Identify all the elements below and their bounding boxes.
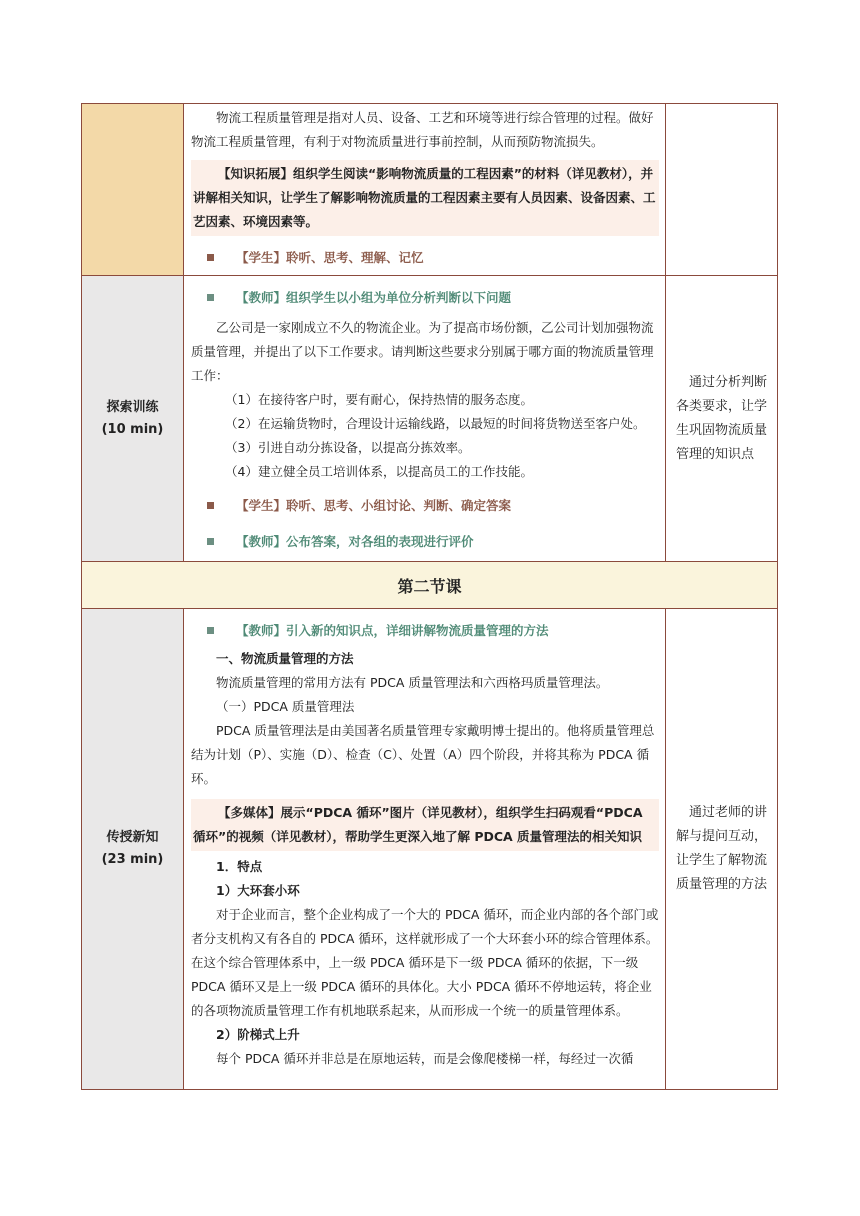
note-cell (666, 609, 777, 1089)
list-item: （3）引进自动分拣设备，以提高分拣效率。 (225, 440, 471, 455)
square-bullet-icon (207, 502, 214, 509)
square-bullet-icon (207, 254, 214, 261)
student-activity-text: 【学生】聆听、思考、小组讨论、判断、确定答案 (236, 498, 512, 513)
note-cell (666, 104, 777, 275)
paragraph: 物流工程质量管理是指对人员、设备、工艺和环境等进行综合管理的过程。做好物流工程质量管理，有利于对物流质量进行事前控制，从而预防物流损失。 (191, 110, 654, 149)
teacher-activity (191, 276, 659, 316)
heading-3: 1．特点 (216, 859, 263, 874)
content-cell (184, 609, 666, 1089)
paragraph: PDCA 质量管理法是由美国著名质量管理专家戴明博士提出的。他将质量管理总结为计划（P）、实施（D）、检查（C）、处置（A）四个阶段，并将其称为 PDCA 循环。 (191, 723, 655, 786)
teacher-activity-text: 【教师】组织学生以小组为单位分析判断以下问题 (236, 290, 512, 305)
requirement-list (191, 388, 659, 484)
list-item: （1）在接待客户时，要有耐心，保持热情的服务态度。 (225, 392, 533, 407)
section-label: 探索训练 (106, 399, 159, 415)
row-label-cell (82, 276, 184, 561)
list-item: （4）建立健全员工培训体系，以提高员工的工作技能。 (225, 464, 533, 479)
paragraph: 每个 PDCA 循环并非总是在原地运转，而是会像爬楼梯一样，每经过一次循 (216, 1051, 634, 1066)
paragraph: 对于企业而言，整个企业构成了一个大的 PDCA 循环，而企业内部的各个部门或者分支机构又有各自的 PDCA 循环，这样就形成了一个大环套小环的综合管理体系。在这个综合管理体系中，上一级 PDCA 循环是下一级 PDCA 循环的依据，下一级 PDCA 循环又是上一级 PDCA 循环的具体化。大小 PDCA 循环不停地运转，将企业的各项物流质量管理工作有机地联系起来，从而形成一个统一的质量管理体系。 (191, 907, 659, 1018)
list-item: （2）在运输货物时，合理设计运输线路，以最短的时间将货物送至客户处。 (225, 416, 646, 431)
note-cell (666, 276, 777, 561)
content-cell (184, 104, 666, 275)
content-cell (184, 276, 666, 561)
paragraph: 物流质量管理的常用方法有 PDCA 质量管理法和六西格玛质量管理法。 (216, 675, 609, 690)
teacher-activity-text: 【教师】公布答案，对各组的表现进行评价 (236, 534, 474, 549)
teacher-activity (191, 609, 659, 647)
row-label-cell (82, 104, 184, 275)
square-bullet-icon (207, 627, 214, 634)
row-label-cell (82, 609, 184, 1089)
design-note: 通过分析判断各类要求，让学生巩固物流质量管理的知识点 (676, 374, 768, 462)
section-label: 传授新知 (106, 830, 159, 845)
multimedia-activity: 【多媒体】展示“PDCA 循环”图片（详见教材），组织学生扫码观看“PDCA 循环”的视频（详见教材），帮助学生更深入地了解 PDCA 质量管理法的相关知识 (191, 799, 659, 851)
section-time: (23 min) (101, 852, 164, 867)
heading-1: 一、物流质量管理的方法 (216, 651, 354, 666)
student-activity (191, 240, 659, 276)
section-time: (10 min) (101, 421, 164, 437)
knowledge-extension: 【知识拓展】组织学生阅读“影响物流质量的工程因素”的材料（详见教材），并讲解相关知识，让学生了解影响物流质量的工程因素主要有人员因素、设备因素、工艺因素、环境因素等。 (191, 160, 659, 236)
lesson-plan-table (81, 103, 778, 1090)
section-header: 第二节课 (82, 562, 777, 609)
square-bullet-icon (207, 294, 214, 301)
student-activity-text: 【学生】聆听、思考、理解、记忆 (236, 250, 424, 265)
table-row (82, 609, 777, 1089)
student-activity (191, 484, 659, 524)
table-row (82, 276, 777, 562)
square-bullet-icon (207, 538, 214, 545)
heading-2: （一）PDCA 质量管理法 (216, 699, 355, 714)
table-row (82, 104, 777, 276)
teacher-activity-text: 【教师】引入新的知识点，详细讲解物流质量管理的方法 (236, 623, 549, 638)
teacher-activity (191, 524, 659, 560)
heading-5: 2）阶梯式上升 (216, 1027, 300, 1042)
case-paragraph: 乙公司是一家刚成立不久的物流企业。为了提高市场份额，乙公司计划加强物流质量管理，并提出了以下工作要求。请判断这些要求分别属于哪方面的物流质量管理工作： (191, 320, 654, 383)
heading-4: 1）大环套小环 (216, 883, 300, 898)
design-note: 通过老师的讲解与提问互动，让学生了解物流质量管理的方法 (676, 805, 768, 892)
